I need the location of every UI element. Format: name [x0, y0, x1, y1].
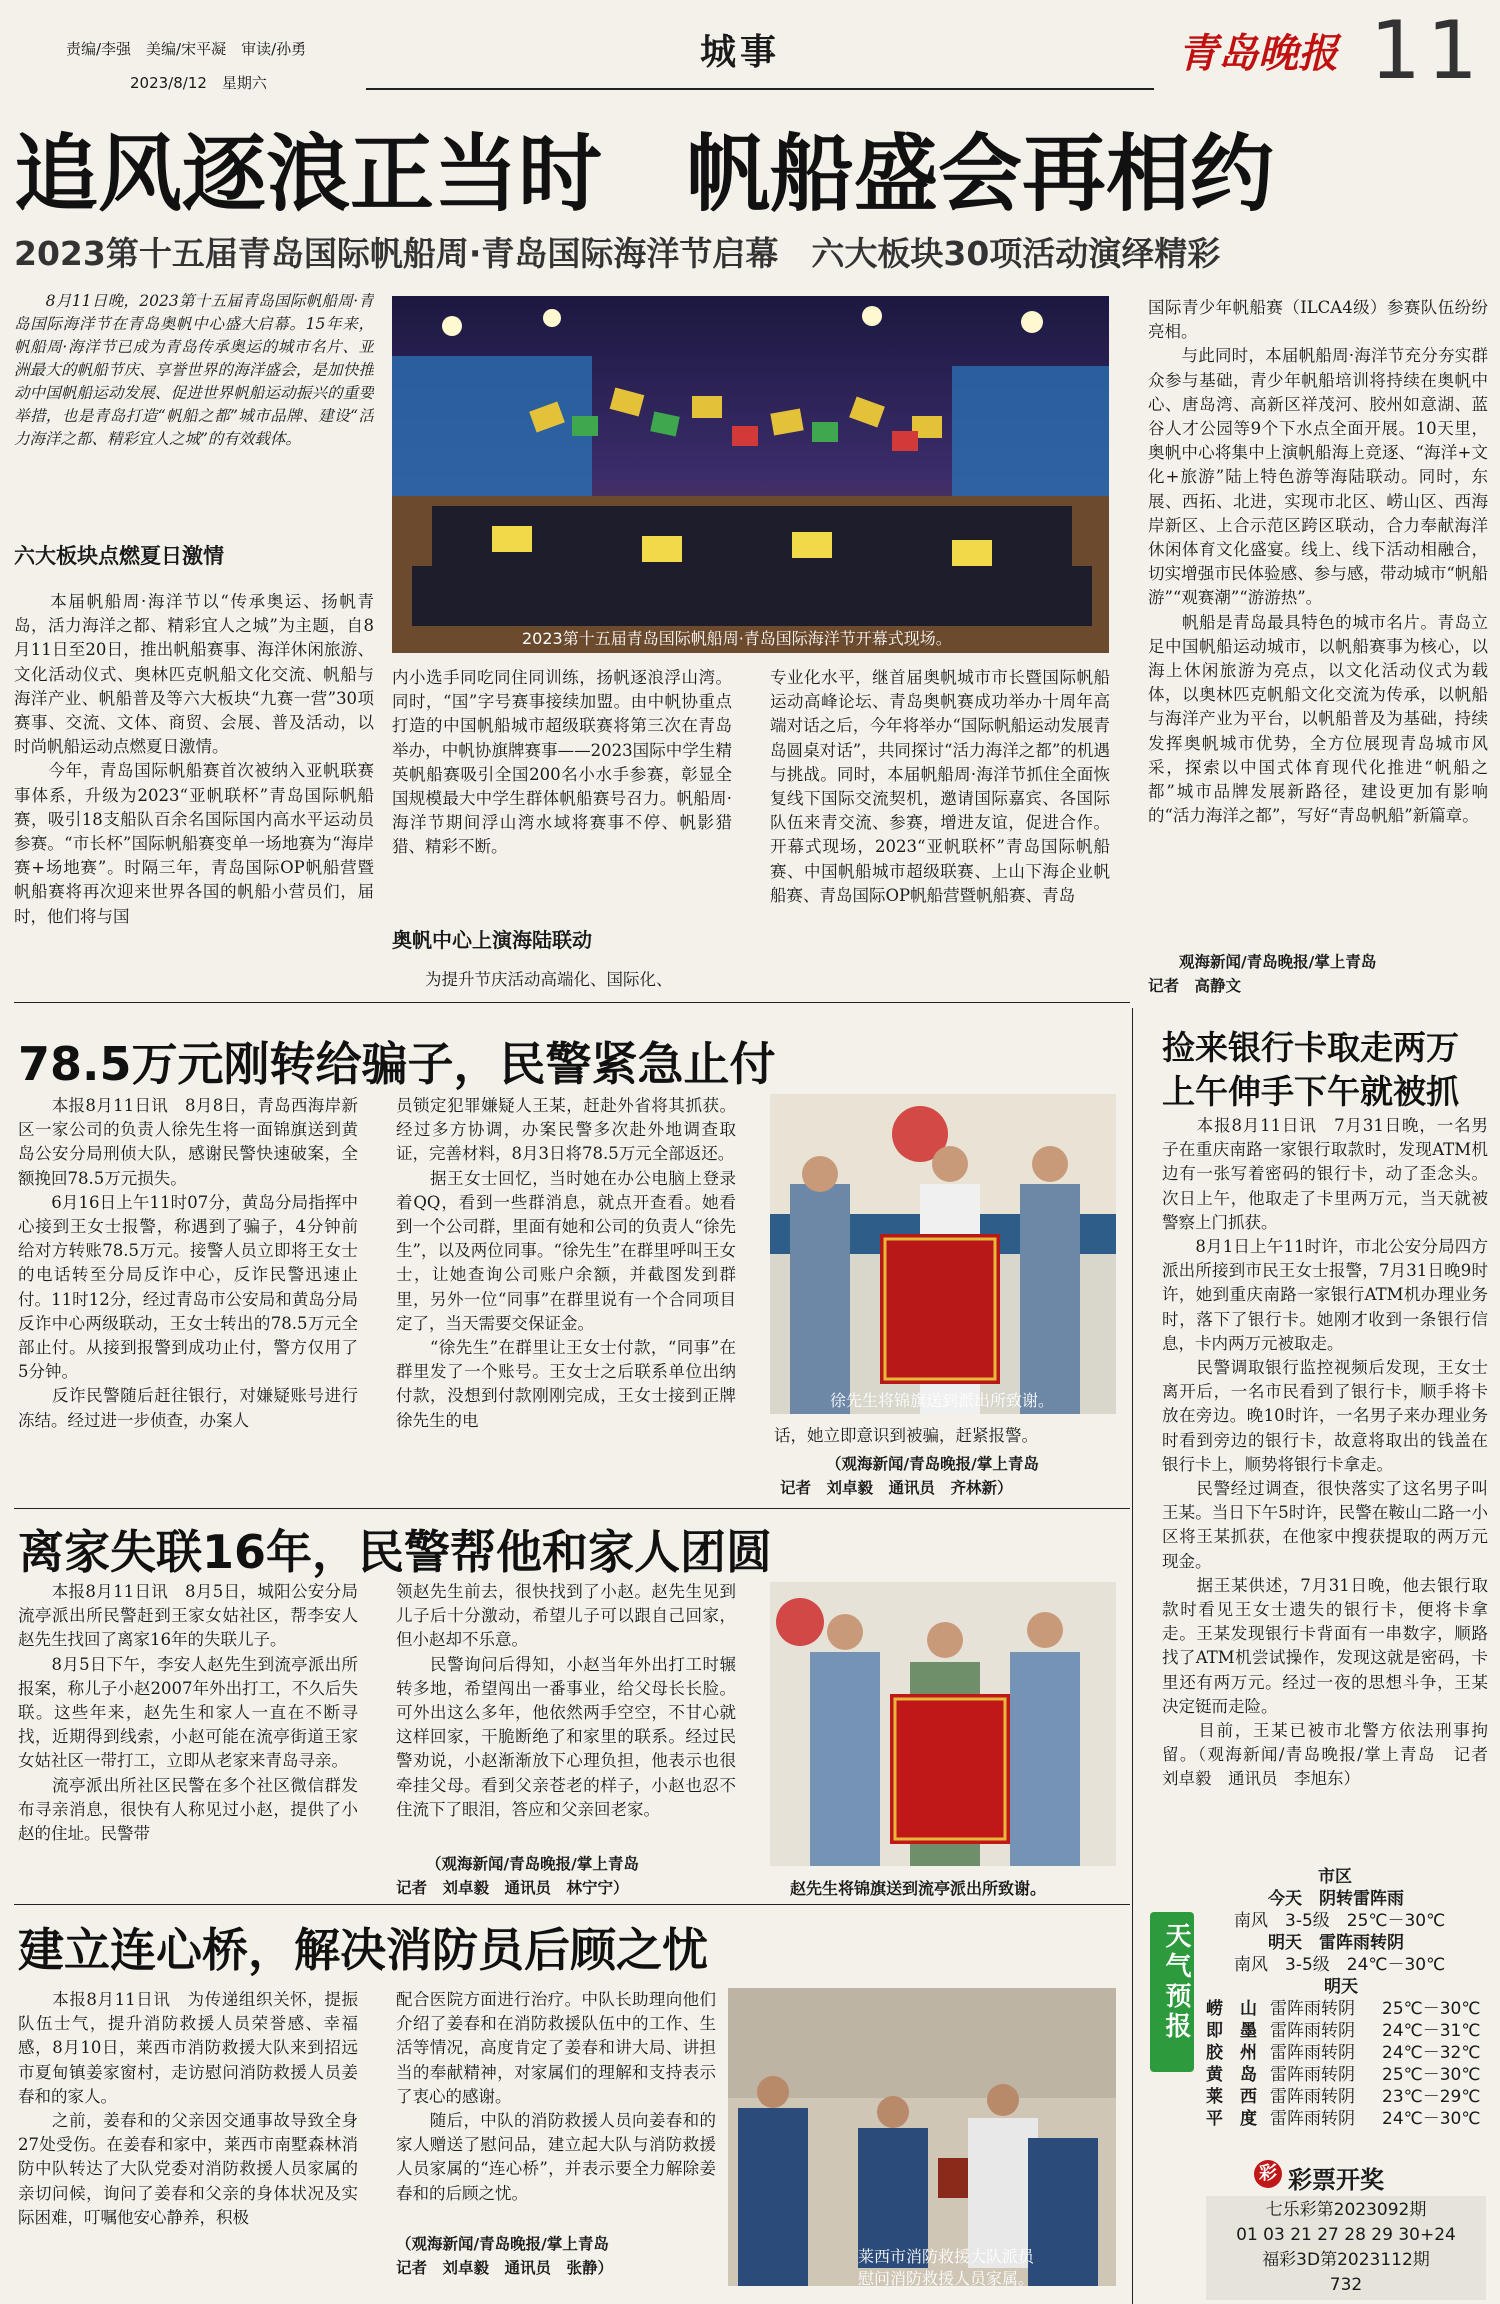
- lead-subhead-2: 奥帆中心上演海陆联动: [392, 928, 592, 952]
- fraud-photo-caption: 徐先生将锦旗送到派出所致谢。: [830, 1391, 1055, 1410]
- missing-col-2: 领赵先生前去，很快找到了小赵。赵先生见到儿子后十分激动，希望儿子可以跟自己回家，但小赵却不乐意。 民警询问后得知，小赵当年外出打工时辗转多地，希望闯出一番事业，给父母长长脸。可外出这么多年，他依然两手空空，不甘心就这样回家，干脆断绝了和家里的联系。经过民警劝说，小赵渐渐放下心理负担，他表示也很牵挂父母。看到父亲苍老的样子，小赵也忍不住流下了眼泪，答应和父亲回老家。: [396, 1582, 736, 1819]
- district-row: 崂 山 雷阵雨转阴 25℃－30℃: [1206, 1999, 1481, 2019]
- fraud-col-2: 员锁定犯罪嫌疑人王某，赶赴外省将其抓获。经过多方协调，办案民警多次赴外地调查取证，完善材料，8月3日将78.5万元全部返还。 据王女士回忆，当时她在办公电脑上登录着QQ，看到一些群消息，就点开查看。她看到一个公司群，里面有她和公司的负责人“徐先生”，以及两位同事。“徐先生”在群里呼叫王女士，让她查询公司账户余额，并截图发到群里，另外一位“同事”在群里说有一个合同项目定了，当天需要交保证金。 “徐先生”在群里让王女士付款，“同事”在群里发了一个账号。王女士之后联系单位出纳付款，没想到付款刚刚完成，王女士接到正牌徐先生的电: [396, 1096, 736, 1430]
- weather-today-wind: 南风 3-5级 25℃－30℃: [1234, 1911, 1446, 1931]
- lead-photo-caption: 2023第十五届青岛国际帆船周·青岛国际海洋节开幕式现场。: [522, 629, 952, 648]
- missing-reporter: 记者 刘卓毅 通讯员 林宁宁）: [396, 1879, 629, 1897]
- lead-credit: 观海新闻/青岛晚报/掌上青岛: [1148, 953, 1377, 971]
- weather-label-box: [1150, 1912, 1194, 2072]
- lead-headline: 追风逐浪正当时 帆船盛会再相约: [14, 125, 1275, 223]
- bridge-headline: 建立连心桥，解决消防员后顾之忧: [18, 1923, 708, 1977]
- header-rule: [366, 88, 1154, 90]
- family-visit-photo: [728, 1988, 1116, 2286]
- weather-city: 市区: [1318, 1867, 1352, 1887]
- lottery-line-4: 732: [1329, 2275, 1363, 2295]
- missing-photo-caption: 赵先生将锦旗送到流亭派出所致谢。: [790, 1879, 1047, 1898]
- lead-bottom-rule: [14, 1002, 1130, 1003]
- lead-col-1: 本届帆船周·海洋节以“传承奥运、扬帆青岛，活力海洋之都、精彩宜人之城”为主题，自8月11日至20日，推出帆船赛事、海洋休闲旅游、文化活动仪式、奥林匹克帆船文化交流、帆船与海洋产业、帆船普及等六大板块“九赛一营”30项赛事、交流、文体、商贸、会展、普及活动，以时尚帆船运动点燃夏日激情。 今年，青岛国际帆船赛首次被纳入亚帆联赛事体系，升级为2023“亚帆联杯”青岛国际帆船赛，吸引18支船队百余名国际国内高水平运动员参赛。“市长杯”国际帆船赛变单一场地赛为“海岸赛+场地赛”。时隔三年，青岛国际OP帆船营暨帆船赛将再次迎来世界各国的帆船小营员们，届时，他们将与国: [14, 592, 374, 926]
- section-name: 城事: [700, 32, 781, 73]
- fraud-credit: （观海新闻/青岛晚报/掌上青岛: [826, 1455, 1039, 1473]
- missing-credit: （观海新闻/青岛晚报/掌上青岛: [426, 1855, 639, 1873]
- weather-district-list: [1206, 1998, 1496, 2130]
- lottery-icon: 彩: [1254, 2160, 1282, 2188]
- bridge-reporter: 记者 刘卓毅 通讯员 张静）: [396, 2259, 614, 2277]
- bridge-credit: （观海新闻/青岛晚报/掌上青岛: [396, 2235, 609, 2253]
- weather-tomorrow-label: 明天: [1324, 1977, 1358, 1997]
- missing-bottom-rule: [14, 1904, 1130, 1905]
- fraud-col-3: 话，她立即意识到被骗，赶紧报警。: [774, 1426, 1038, 1445]
- lottery-label: 彩票开奖: [1288, 2166, 1384, 2194]
- lottery-line-3: 福彩3D第2023112期: [1262, 2250, 1430, 2270]
- paper-logo: 青岛晚报: [1178, 30, 1338, 77]
- lead-subhead-1: 六大板块点燃夏日激情: [14, 544, 224, 568]
- fraud-photo: [770, 1094, 1116, 1414]
- header-editors: 责编/李强 美编/宋平凝 审读/孙勇: [66, 40, 307, 58]
- right-col-divider: [1132, 1008, 1133, 2304]
- bridge-col-2: 配合医院方面进行治疗。中队长助理向他们介绍了姜春和在消防救援队伍中的工作、生活等情况，高度肯定了姜春和讲大局、讲担当的奉献精神，对家属们的理解和支持表示了衷心的感谢。 随后，中队的消防救援人员向姜春和的家人赠送了慰问品，建立起大队与消防救援人员家属的“连心桥”，并表示要全力解除姜春和的后顾之忧。: [396, 1990, 716, 2203]
- missing-photo: [770, 1582, 1116, 1866]
- lottery-box: [1206, 2196, 1486, 2300]
- district-row: 平 度 雷阵雨转阴 24℃－30℃: [1206, 2109, 1481, 2129]
- fraud-bottom-rule: [14, 1508, 1130, 1509]
- lottery-line-1: 七乐彩第2023092期: [1265, 2200, 1427, 2220]
- district-row: 即 墨 雷阵雨转阴 24℃－31℃: [1206, 2021, 1481, 2041]
- bridge-photo-caption-1: 莱西市消防救援大队派员: [858, 2247, 1035, 2266]
- police-banner-photo-2: [770, 1582, 1116, 1866]
- bridge-col-1: 本报8月11日讯 为传递组织关怀，提振队伍士气，提升消防救援人员荣誉感、幸福感，8月10日，莱西市消防救援大队来到招远市夏甸镇姜家窗村，走访慰问消防救援人员姜春和的家人。 之前，姜春和的父亲因交通事故导致全身27处受伤。在姜春和家中，莱西市南墅森林消防中队转达了大队党委对消防救援人员家属的亲切问候，询问了姜春和父亲的身体状况及实际困难，叮嘱他安心静养，积极: [18, 1990, 358, 2227]
- fraud-col-1: 本报8月11日讯 8月8日，青岛西海岸新区一家公司的负责人徐先生将一面锦旗送到黄岛公安分局刑侦大队，感谢民警快速破案，全额挽回78.5万元损失。 6月16日上午11时07分，黄岛分局指挥中心接到王女士报警，称遇到了骗子，4分钟前给对方转账78.5万元。接警人员立即将王女士的电话转至分局反诈中心，反诈民警迅速止付。11时12分，经过青岛市公安局和黄岛分局反诈中心两级联动，王女士转出的78.5万元全部止付。从接到报警到成功止付，警方仅用了5分钟。 反诈民警随后赶往银行，对嫌疑账号进行冻结。经过进一步侦查，办案人: [18, 1096, 358, 1430]
- bank-headline-1: 捡来银行卡取走两万: [1162, 1028, 1459, 1067]
- weather-label: 天气预报: [1161, 1922, 1191, 2042]
- weather-tomorrow: 明天 雷阵雨转阴: [1268, 1933, 1404, 1953]
- police-banner-photo-1: [770, 1094, 1116, 1414]
- district-row: 黄 岛 雷阵雨转阴 25℃－30℃: [1206, 2065, 1481, 2085]
- lead-col-2b: 为提升节庆活动高端化、国际化、: [392, 970, 673, 989]
- fraud-headline: 78.5万元刚转给骗子，民警紧急止付: [18, 1037, 776, 1091]
- lead-col-4: 国际青少年帆船赛（ILCA4级）参赛队伍纷纷亮相。 与此同时，本届帆船周·海洋节充分夯实群众参与基础，青少年帆船培训将持续在奥帆中心、唐岛湾、高新区祥茂河、胶州如意湖、蓝谷人才公园等9个下水点全面开展。10天里，奥帆中心将集中上演帆船海上竞逐、“海洋+文化+旅游”陆上特色游等海陆联动。同时，东展、西拓、北进，实现市北区、崂山区、西海岸新区、上合示范区跨区联动，合力奉献海洋休闲体育文化盛宴。线上、线下活动相融合，切实增强市民体验感、参与感，带动城市“帆船游”“观赛潮”“游游热”。 帆船是青岛最具特色的城市名片。青岛立足中国帆船运动城市，以帆船赛事为核心，以海上休闲旅游为亮点，以文化活动仪式为载体，以奥林匹克帆船文化交流为传承，以帆船与海洋产业为平台，以帆船普及为基础，持续发挥奥帆城市优势，全方位展现青岛城市风采，探索以中国式体育现代化推进“帆船之都”城市品牌发展新路径，建设更加有影响的“活力海洋之都”，写好“青岛帆船”新篇章。: [1148, 298, 1488, 826]
- district-row: 莱 西 雷阵雨转阴 23℃－29℃: [1206, 2087, 1481, 2107]
- lead-subheadline: 2023第十五届青岛国际帆船周·青岛国际海洋节启幕 六大板块30项活动演绎精彩: [14, 234, 1221, 273]
- bridge-photo-caption-2: 慰问消防救援人员家属。: [858, 2269, 1035, 2286]
- weather-tomorrow-wind: 南风 3-5级 24℃－30℃: [1234, 1955, 1446, 1975]
- missing-col-1: 本报8月11日讯 8月5日，城阳公安分局流亭派出所民警赶到王家女姑社区，帮李安人赵先生找回了离家16年的失联儿子。 8月5日下午，李安人赵先生到流亭派出所报案，称儿子小赵2007年外出打工，不久后失联。这些年来，赵先生和家人一直在不断寻找，近期得到线索，小赵可能在流亭街道王家女姑社区一带打工，立即从老家来青岛寻亲。 流亭派出所社区民警在多个社区微信群发布寻亲消息，很快有人称见过小赵，提供了小赵的住址。民警带: [18, 1582, 358, 1844]
- header-date: 2023/8/12 星期六: [130, 74, 267, 92]
- bridge-photo: [728, 1988, 1116, 2286]
- missing-headline: 离家失联16年，民警帮他和家人团圆: [18, 1525, 773, 1579]
- bank-headline-2: 上午伸手下午就被抓: [1162, 1072, 1459, 1111]
- lottery-line-2: 01 03 21 27 28 29 30+24: [1236, 2225, 1456, 2245]
- fraud-reporter: 记者 刘卓毅 通讯员 齐林新）: [780, 1479, 1013, 1497]
- district-row: 胶 州 雷阵雨转阴 24℃－32℃: [1206, 2043, 1481, 2063]
- bank-body: 本报8月11日讯 7月31日晚，一名男子在重庆南路一家银行取款时，发现ATM机边有一张写着密码的银行卡，动了歪念头。次日上午，他取走了卡里两万元，当天就被警察上门抓获。 8月1日上午11时许，市北公安分局四方派出所接到市民王女士报警，7月31日晚9时许，她到重庆南路一家银行ATM机办理业务时，落下了银行卡。她刚才收到一条银行信息，卡内两万元被取走。 民警调取银行监控视频后发现，王女士离开后，一名市民看到了银行卡，顺手将卡放在旁边。晚10时许，一名男子来办理业务时看到旁边的银行卡，故意将取出的钱盖在银行卡上，顺势将银行卡拿走。 民警经过调查，很快落实了这名男子叫王某。当日下午5时许，民警在鞍山二路一小区将王某抓获，在他家中搜获提取的两万元现金。 据王某供述，7月31日晚，他去银行取款时看见王女士遗失的银行卡，便将卡拿走。王某发现银行卡背面有一串数字，顺路找了ATM机尝试操作，发现这就是密码，卡里还有两万元。经过一夜的思想斗争，王某决定铤而走险。 目前，王某已被市北警方依法刑事拘留。（观海新闻/青岛晚报/掌上青岛 记者 刘卓毅 通讯员 李旭东）: [1162, 1116, 1488, 1789]
- lead-col-2: 内小选手同吃同住同训练，扬帆逐浪浮山湾。同时，“国”字号赛事接续加盟。由中帆协重点打造的中国帆船城市超级联赛将第三次在青岛举办，中帆协旗牌赛事——2023国际中学生精英帆船赛吸引全国200名小水手参赛，彰显全国规模最大中学生群体帆船赛号召力。帆船周·海洋节期间浮山湾水域将赛事不停、帆影猎猎、精彩不断。: [392, 668, 732, 857]
- ceremony-scene-image: [392, 296, 1109, 653]
- lead-col-3: 专业化水平，继首届奥帆城市市长暨国际帆船运动高峰论坛、青岛奥帆赛成功举办十周年高端对话之后，今年将举办“国际帆船运动发展青岛圆桌对话”，共同探讨“活力海洋之都”的机遇与挑战。同时，本届帆船周·海洋节抓住全面恢复线下国际交流契机，邀请国际嘉宾、各国际队伍来青交流、参赛，增进友谊，促进合作。开幕式现场，2023“亚帆联杯”青岛国际帆船赛、中国帆船城市超级联赛、上山下海企业帆船赛、青岛国际OP帆船营暨帆船赛、青岛: [770, 668, 1110, 905]
- opening-ceremony-photo: [392, 296, 1109, 653]
- lead-reporter: 记者 高静文: [1148, 977, 1242, 995]
- weather-today: 今天 阴转雷阵雨: [1268, 1889, 1404, 1909]
- page-number: 11: [1370, 4, 1484, 97]
- lead-intro: 8月11日晚，2023第十五届青岛国际帆船周·青岛国际海洋节在青岛奥帆中心盛大启幕。15年来，帆船周·海洋节已成为青岛传承奥运的城市名片、亚洲最大的帆船节庆、享誉世界的海洋盛会，是加快推动中国帆船运动发展、促进世界帆船运动振兴的重要举措，也是青岛打造“帆船之都”城市品牌、建设“活力海洋之都、精彩宜人之城”的有效载体。: [14, 292, 374, 448]
